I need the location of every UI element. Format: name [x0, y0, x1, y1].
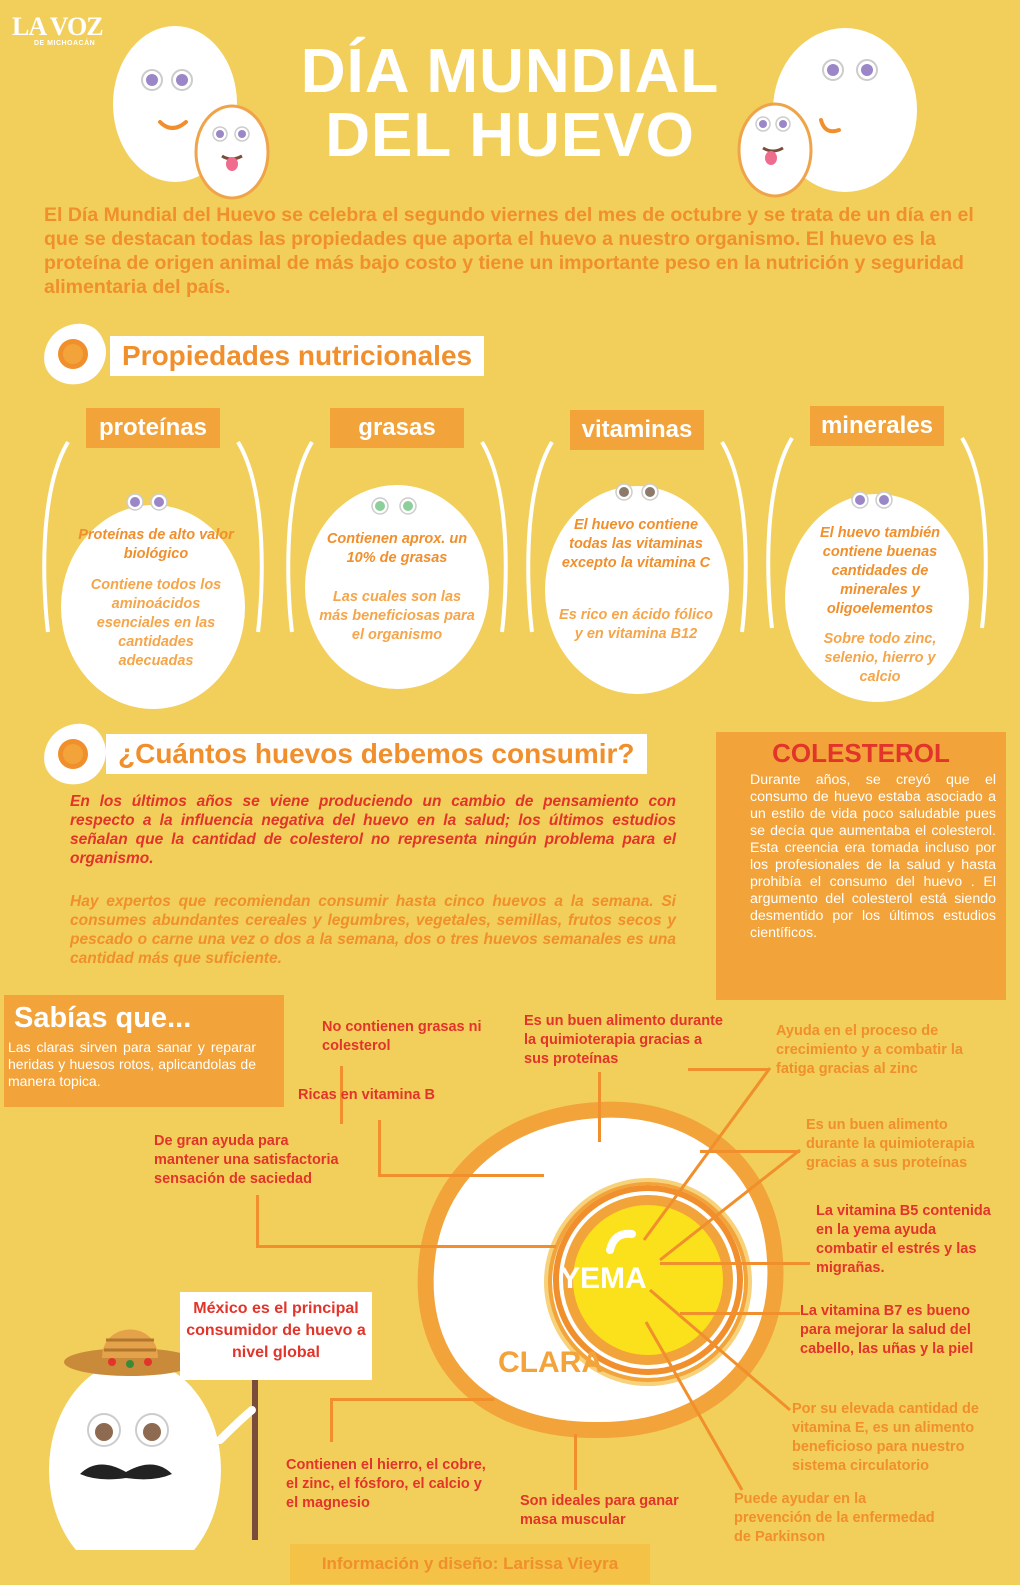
title-line-1: DÍA MUNDIAL	[300, 37, 720, 106]
annotation-parkinson: Puede ayudar en la prevención de la enfermedad de Parkinson	[734, 1491, 935, 1545]
connector-line	[598, 1072, 601, 1142]
connector-line	[378, 1174, 544, 1177]
tab-vitaminas: vitaminas	[570, 410, 704, 450]
connector-line	[330, 1398, 333, 1442]
credit-footer: Información y diseño: Larissa Vieyra	[290, 1544, 650, 1584]
card-vitaminas-main: El huevo contiene todas las vitaminas excepto la vitamina C	[561, 517, 711, 571]
mexico-sign: México es el principal consumidor de huevo a nivel global	[180, 1292, 372, 1380]
sabias-title: Sabías que...	[14, 1002, 192, 1034]
annotation-vitamina-e: Por su elevada cantidad de vitamina E, es un alimento beneficioso para nuestro sistema circulatorio	[792, 1401, 979, 1474]
card-grasas-main: Contienen aprox. un 10% de grasas	[326, 531, 468, 566]
annotation-b7: La vitamina B7 es bueno para mejorar la salud del cabello, las uñas y la piel	[800, 1303, 974, 1357]
card-minerales-main: El huevo también contiene buenas cantidades de minerales y oligoelementos	[819, 525, 941, 617]
connector-line	[574, 1434, 577, 1490]
annotation-masa-muscular: Son ideales para ganar masa muscular	[520, 1493, 679, 1528]
page-title	[240, 37, 780, 170]
fried-egg-icon	[40, 320, 110, 388]
connector-line	[330, 1398, 494, 1401]
title-line-2: DEL HUEVO	[325, 101, 695, 170]
annotation-grasas: No contienen grasas ni colesterol	[322, 1019, 482, 1054]
connector-line	[256, 1245, 556, 1248]
connector-line	[378, 1120, 381, 1176]
consume-paragraph-2: Hay expertos que recomiendan consumir hasta cinco huevos a la semana. Si consumes abundantes cereales y legumbres, vegetales, semillas, frutos secos y pescado o carne una vez o dos a la semana, dos o tres huevos semanales es una cantidad más que suficiente.	[70, 893, 676, 967]
consume-paragraph-1: En los últimos años se viene produciendo un cambio de pensamiento con respecto a la influencia negativa del huevo en la salud; los últimos estudios señalan que la cantidad de colesterol no representa ningún problema para el organismo.	[70, 793, 676, 867]
colesterol-text: Durante años, se creyó que el consumo de huevo estaba asociado a un estilo de vida poco saludable pues se decía que aumentaba el colesterol. Esta creencia era tomada incluso por los profesionales de la salud y hasta prohibía el consumo del huevo . El argumento del colesterol está siendo desmentido por los últimos estudios científicos.	[750, 772, 996, 941]
colesterol-title: COLESTEROL	[772, 738, 950, 768]
card-grasas-sub: Las cuales son las más beneficiosas para el organismo	[319, 589, 475, 643]
card-proteinas-sub: Contiene todos los aminoácidos esenciales en las cantidades adecuadas	[90, 577, 222, 669]
card-vitaminas-sub: Es rico en ácido fólico y en vitamina B12	[559, 607, 713, 642]
diagonal-connectors	[630, 1060, 810, 1520]
fried-egg-icon-2	[40, 720, 110, 788]
tab-minerales: minerales	[810, 406, 944, 446]
clara-label: CLARA	[498, 1346, 603, 1379]
consume-heading: ¿Cuántos huevos debemos consumir?	[106, 734, 647, 774]
sabias-text: Las claras sirven para sanar y reparar heridas y huesos rotos, aplicandolas de manera topica.	[8, 1039, 256, 1089]
logo-subtitle: DE MICHOACÁN	[34, 40, 96, 47]
logo: LA VOZ	[12, 12, 103, 41]
annotation-quimio-2: Es un buen alimento durante la quimioterapia gracias a sus proteínas	[806, 1117, 975, 1171]
annotation-saciedad: De gran ayuda para mantener una satisfactoria sensación de saciedad	[154, 1133, 339, 1187]
annotation-minerales: Contienen el hierro, el cobre, el zinc, el fósforo, el calcio y el magnesio	[286, 1457, 486, 1511]
annotation-vitamina-b: Ricas en vitamina B	[298, 1087, 435, 1103]
annotation-zinc: Ayuda en el proceso de crecimiento y a combatir la fatiga gracias al zinc	[776, 1023, 963, 1077]
tab-proteinas: proteínas	[86, 408, 220, 448]
connector-line	[256, 1195, 259, 1247]
card-minerales-sub: Sobre todo zinc, selenio, hierro y calcio	[823, 631, 937, 685]
nutrition-heading: Propiedades nutricionales	[110, 336, 484, 376]
intro-paragraph: El Día Mundial del Huevo se celebra el segundo viernes del mes de octubre y se trata de un día en el que se destacan todas las propiedades que aporta el huevo a nuestro organismo. El huevo es la proteína de origen animal de más bajo costo y tiene un importante peso en la nutrición y seguridad alimentaria del país.	[44, 204, 974, 298]
annotation-b5: La vitamina B5 contenida en la yema ayuda combatir el estrés y las migrañas.	[816, 1203, 991, 1276]
card-proteinas-main: Proteínas de alto valor biológico	[78, 527, 234, 562]
yema-label: YEMA	[560, 1262, 647, 1295]
annotation-quimio-1: Es un buen alimento durante la quimioterapia gracias a sus proteínas	[524, 1013, 723, 1067]
tab-grasas: grasas	[330, 408, 464, 448]
